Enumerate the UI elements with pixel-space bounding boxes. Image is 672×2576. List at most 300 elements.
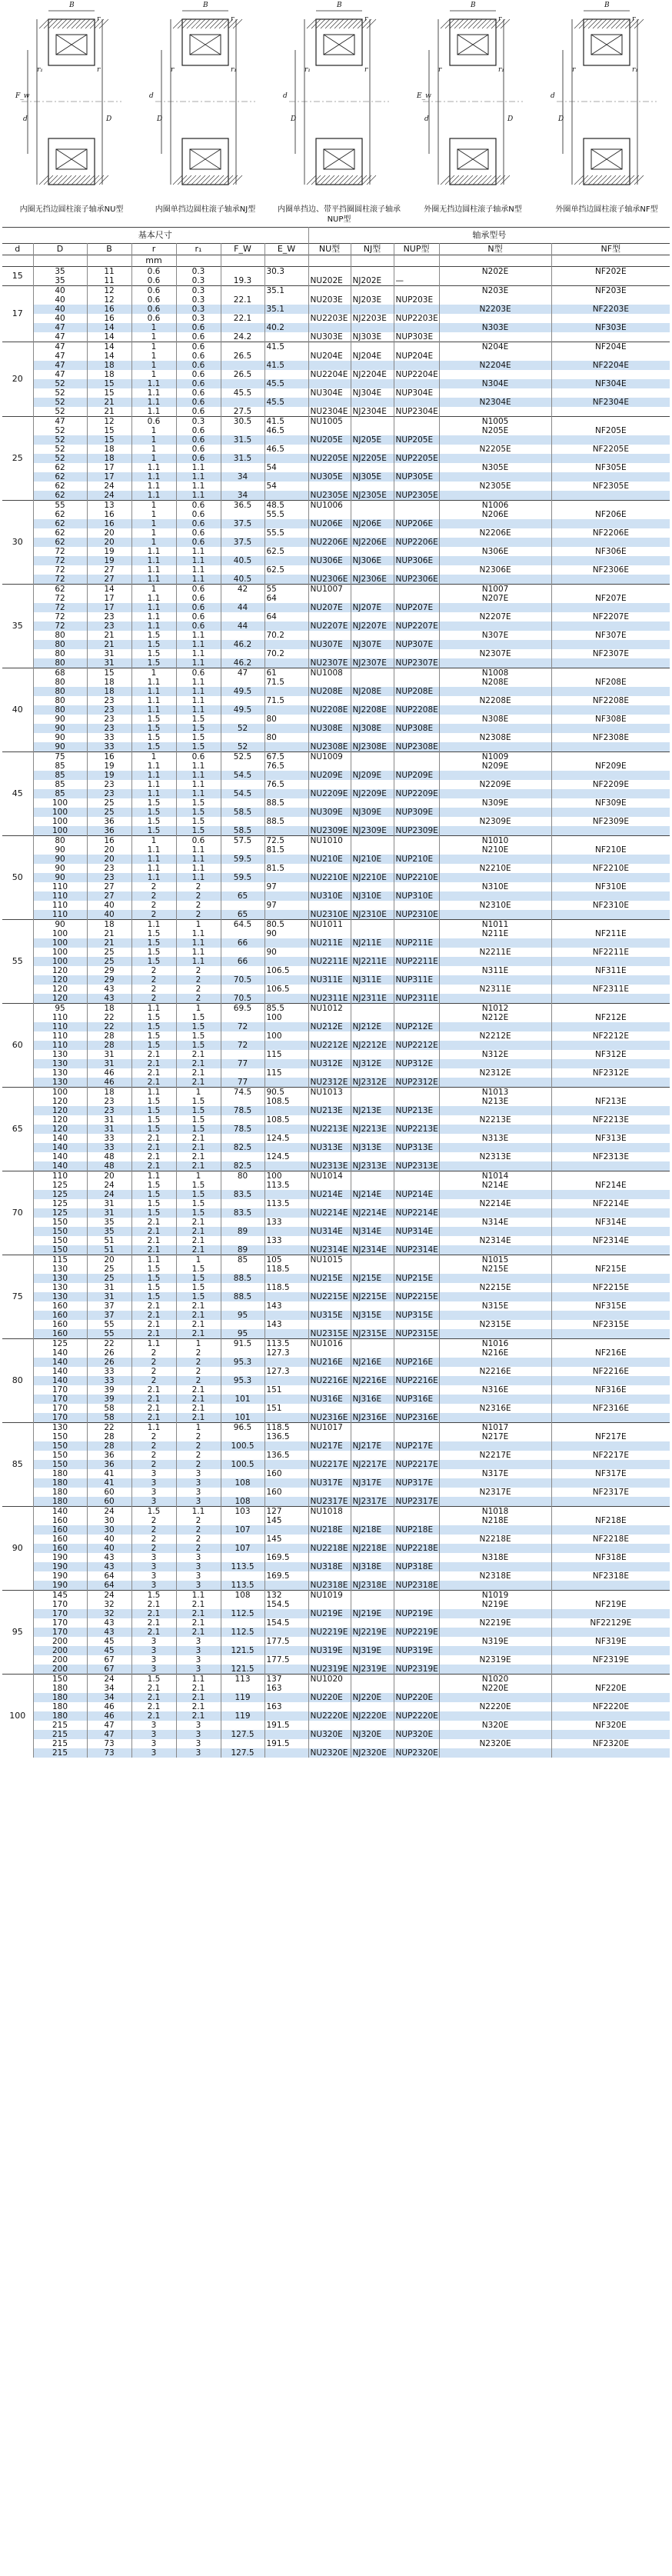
table-row <box>2 1581 670 1591</box>
cell-r: 3 <box>131 1730 176 1739</box>
cell-N <box>439 1059 551 1068</box>
cell-NF <box>551 1544 670 1553</box>
cell-N: N211E <box>439 929 551 938</box>
cell-NU: NU1013 <box>308 1088 351 1098</box>
cell-B: 20 <box>87 845 131 855</box>
cell-N: N202E <box>439 267 551 277</box>
cell-Fw: 77 <box>221 1078 264 1088</box>
cell-Fw: 69.5 <box>221 1004 264 1014</box>
table-row <box>2 482 670 491</box>
table-row <box>2 1236 670 1245</box>
cell-NUP: NUP2313E <box>394 1161 439 1171</box>
cell-Ew: 154.5 <box>264 1600 308 1609</box>
cell-D: 120 <box>33 975 87 985</box>
cell-N: N2319E <box>439 1655 551 1665</box>
table-row <box>2 1525 670 1535</box>
cell-B: 45 <box>87 1637 131 1646</box>
cell-NJ <box>351 417 394 427</box>
cell-r: 0.6 <box>131 286 176 296</box>
col-Fw: F_W <box>221 244 264 255</box>
cell-B: 58 <box>87 1404 131 1413</box>
cell-B: 21 <box>87 398 131 407</box>
cell-NU: NU1007 <box>308 585 351 595</box>
cell-NUP: NUP316E <box>394 1395 439 1404</box>
table-row <box>2 1748 670 1758</box>
cell-NJ <box>351 267 394 277</box>
cell-Ew: 41.5 <box>264 342 308 352</box>
cell-NF: NF2312E <box>592 1068 629 1078</box>
cell-r1: 3 <box>176 1581 221 1591</box>
cell-Ew <box>264 1525 308 1535</box>
cell-r1: 3 <box>176 1562 221 1571</box>
cell-NF: NF2204E <box>551 361 670 370</box>
cell-r: 2 <box>131 1376 176 1385</box>
cell-NUP: NUP312E <box>394 1059 439 1068</box>
cell-r1: 1 <box>176 1423 221 1433</box>
cell-B: 51 <box>87 1236 131 1245</box>
cell-Fw <box>221 864 264 873</box>
cell-NU: NU206E <box>308 519 351 528</box>
cell-r1: 3 <box>176 1646 221 1655</box>
cell-NJ <box>351 864 394 873</box>
cell-NF: NF220E <box>595 1684 627 1693</box>
cell-Ew <box>264 705 308 715</box>
cell-NF: NF217E <box>595 1432 627 1441</box>
cell-NU: NU1006 <box>308 501 351 511</box>
cell-NF <box>551 1190 670 1199</box>
cell-Ew <box>264 388 308 398</box>
cell-NUP <box>394 379 439 388</box>
cell-Fw: 70.5 <box>221 975 264 985</box>
cell-Ew: 70.2 <box>264 631 308 640</box>
cell-r1: 0.6 <box>176 388 221 398</box>
cell-B: 47 <box>87 1730 131 1739</box>
cell-NF <box>551 276 670 286</box>
cell-D: 140 <box>33 1376 87 1385</box>
table-row <box>2 920 670 930</box>
cell-r: 1.1 <box>131 1423 176 1433</box>
cell-Ew: 88.5 <box>264 798 308 808</box>
table-row <box>2 426 670 435</box>
cell-r1: 0.3 <box>176 286 221 296</box>
cell-NUP <box>394 1236 439 1245</box>
cell-r1: 1 <box>176 1088 221 1098</box>
cell-NJ <box>351 361 394 370</box>
cell-Fw <box>221 1152 264 1161</box>
cell-D: 80 <box>33 631 87 640</box>
cell-r: 1.1 <box>131 705 176 715</box>
cell-NUP <box>394 1004 439 1014</box>
cell-NF <box>551 332 670 342</box>
cell-D: 80 <box>33 649 87 658</box>
cell-r1: 1.5 <box>176 715 221 724</box>
diagram-letter: B <box>69 2 75 9</box>
diagram-letter: r₁ <box>37 66 43 74</box>
cell-NF <box>551 938 670 948</box>
cell-NUP <box>394 426 439 435</box>
cell-D: 35 <box>33 267 87 277</box>
cell-NJ: NJ209E <box>351 771 394 780</box>
cell-Fw <box>221 649 264 658</box>
cell-Ew: 118.5 <box>264 1265 308 1274</box>
cell-N <box>439 1161 551 1171</box>
cell-r: 1.5 <box>131 1274 176 1283</box>
cell-r: 0.6 <box>131 305 176 314</box>
cell-N: N2213E <box>439 1115 551 1125</box>
cell-r: 1 <box>131 752 176 762</box>
cell-N <box>439 407 551 417</box>
cell-B: 19 <box>87 771 131 780</box>
cell-B: 28 <box>87 1041 131 1050</box>
cell-Ew <box>264 407 308 417</box>
cell-NJ: NJ2219E <box>351 1628 394 1637</box>
cell-D: 160 <box>33 1311 87 1320</box>
cell-NJ <box>351 1115 394 1125</box>
cell-r1: 2.1 <box>176 1609 221 1618</box>
table-row <box>2 1013 670 1022</box>
cell-NJ: NJ2211E <box>351 957 394 966</box>
cell-NU: NU1018 <box>308 1507 351 1517</box>
cell-NJ: NJ2206E <box>351 538 394 547</box>
cell-N: N317E <box>439 1469 551 1478</box>
cell-B: 36 <box>87 1451 131 1460</box>
cell-N <box>439 575 551 585</box>
table-row <box>2 454 670 463</box>
cell-N <box>439 454 551 463</box>
cell-NF <box>551 585 670 595</box>
cell-Ew: 62.5 <box>264 565 308 575</box>
cell-NF <box>551 891 670 901</box>
cell-r1: 2 <box>176 1544 221 1553</box>
cell-r: 1.5 <box>131 948 176 957</box>
table-row <box>2 1059 670 1068</box>
cell-NJ <box>351 1236 394 1245</box>
cell-B: 36 <box>87 817 131 826</box>
cell-B: 31 <box>87 1059 131 1068</box>
cell-r: 2 <box>131 891 176 901</box>
cell-Ew: 154.5 <box>264 1618 308 1628</box>
cell-NJ <box>351 501 394 511</box>
cell-B: 23 <box>87 696 131 705</box>
cell-Ew <box>264 538 308 547</box>
bearing-diagram-3 <box>274 0 404 227</box>
cell-NJ: NJ2313E <box>351 1161 394 1171</box>
cell-NF <box>551 1227 670 1236</box>
cell-B: 31 <box>87 1050 131 1059</box>
cell-NF: NF2205E <box>592 445 629 454</box>
cell-Fw: 119 <box>221 1693 264 1702</box>
cell-Ew <box>264 1143 308 1152</box>
cell-D: 100 <box>33 957 87 966</box>
cell-D: 110 <box>33 1041 87 1050</box>
cell-B: 36 <box>87 826 131 836</box>
table-row <box>2 398 670 407</box>
cell-NF <box>551 1041 670 1050</box>
cell-B: 31 <box>87 1208 131 1218</box>
cell-N <box>439 352 551 361</box>
cell-NF <box>551 1311 670 1320</box>
cell-Ew <box>264 1311 308 1320</box>
cell-B: 60 <box>87 1497 131 1507</box>
cell-r1: 2.1 <box>176 1218 221 1227</box>
cell-B: 16 <box>87 836 131 846</box>
table-row <box>2 1171 670 1181</box>
cell-NUP <box>394 631 439 640</box>
cell-Fw <box>221 267 264 277</box>
cell-B: 64 <box>87 1571 131 1581</box>
bore-diameter-cell: 85 <box>2 1423 33 1507</box>
table-row <box>2 1544 670 1553</box>
table-row <box>2 1385 670 1395</box>
cell-NU: NU313E <box>308 1143 351 1152</box>
cell-NU <box>308 1739 351 1748</box>
cell-NUP: NUP2210E <box>394 873 439 882</box>
cell-r: 1.1 <box>131 482 176 491</box>
cell-Ew <box>264 1190 308 1199</box>
cell-N <box>439 873 551 882</box>
table-row <box>2 901 670 910</box>
cell-D: 200 <box>33 1646 87 1655</box>
cell-N: N2209E <box>439 780 551 789</box>
cell-D: 200 <box>33 1637 87 1646</box>
cell-NU <box>308 1134 351 1143</box>
cell-NUP <box>394 696 439 705</box>
cell-r1: 2.1 <box>176 1320 221 1329</box>
cell-NUP <box>394 1031 439 1041</box>
diagram-letter: B <box>337 2 342 9</box>
cell-NUP: NUP315E <box>394 1311 439 1320</box>
cell-Ew: 97 <box>264 882 308 891</box>
cell-r1: 0.6 <box>176 622 221 631</box>
cell-N: N2313E <box>439 1152 551 1161</box>
table-row <box>2 715 670 724</box>
cell-NF <box>551 352 670 361</box>
cell-N: N2212E <box>439 1031 551 1041</box>
cell-Fw <box>221 1050 264 1059</box>
cell-NUP <box>394 528 439 538</box>
cell-NJ <box>351 1013 394 1022</box>
cell-NU <box>308 1432 351 1441</box>
cell-Ew: 76.5 <box>264 761 308 771</box>
cell-Ew: 62.5 <box>264 547 308 556</box>
cell-B: 25 <box>87 957 131 966</box>
cell-N <box>439 855 551 864</box>
cell-Fw: 82.5 <box>221 1143 264 1152</box>
cell-D: 85 <box>33 780 87 789</box>
cell-NUP <box>394 1385 439 1395</box>
cell-NU: NU1015 <box>308 1255 351 1265</box>
cell-N <box>439 1544 551 1553</box>
cell-NU <box>308 864 351 873</box>
cell-NUP <box>394 417 439 427</box>
table-row <box>2 1050 670 1059</box>
cell-Ew <box>264 575 308 585</box>
cell-Ew <box>264 910 308 920</box>
cell-N <box>439 1609 551 1618</box>
cell-D: 150 <box>33 1460 87 1469</box>
table-row <box>2 1478 670 1488</box>
cell-NJ <box>351 882 394 891</box>
cell-NU: NU2308E <box>308 742 351 752</box>
cell-B: 28 <box>87 1031 131 1041</box>
cell-NJ: NJ2214E <box>351 1208 394 1218</box>
cell-D: 180 <box>33 1684 87 1693</box>
cell-Ew: 71.5 <box>264 696 308 705</box>
cell-r: 1.5 <box>131 1115 176 1125</box>
cell-NJ <box>351 594 394 603</box>
cell-Fw <box>221 696 264 705</box>
cell-Ew: 163 <box>264 1702 308 1711</box>
cell-NF <box>551 314 670 323</box>
col-NF: NF型 <box>551 244 670 255</box>
cell-NF: NF2203E <box>551 305 670 314</box>
cell-Fw <box>221 1469 264 1478</box>
cell-B: 23 <box>87 612 131 622</box>
cell-B: 31 <box>87 1125 131 1134</box>
cell-r1: 1.5 <box>176 1199 221 1208</box>
cell-NU <box>308 565 351 575</box>
cell-N <box>439 1125 551 1134</box>
cell-r1: 1.1 <box>176 1675 221 1685</box>
cell-Ew: 54 <box>264 463 308 472</box>
cell-N: N210E <box>439 845 551 855</box>
cell-NF: NF219E <box>595 1600 627 1609</box>
cell-NUP <box>394 985 439 994</box>
cell-NU: NU2219E <box>308 1628 351 1637</box>
cell-D: 215 <box>33 1721 87 1730</box>
cell-NF <box>551 1106 670 1115</box>
cell-r1: 0.6 <box>176 370 221 379</box>
cell-r: 2.1 <box>131 1711 176 1721</box>
diagram-letter: D <box>558 115 564 123</box>
cell-r: 1.5 <box>131 808 176 817</box>
cell-NU: NU2204E <box>308 370 351 379</box>
cell-NF: NF208E <box>595 678 627 687</box>
cell-NJ: NJ2316E <box>351 1413 394 1423</box>
cell-N: N207E <box>439 594 551 603</box>
cell-D: 110 <box>33 901 87 910</box>
cell-B: 25 <box>87 1265 131 1274</box>
cell-D: 62 <box>33 510 87 519</box>
cell-N <box>439 472 551 482</box>
cell-Ew <box>264 826 308 836</box>
table-row <box>2 658 670 668</box>
cell-B: 73 <box>87 1748 131 1758</box>
cell-B: 31 <box>87 1115 131 1125</box>
cell-NF: NF2309E <box>592 817 629 826</box>
cell-Fw: 27.5 <box>221 407 264 417</box>
cell-r: 1.5 <box>131 1022 176 1031</box>
cell-N: N1007 <box>439 585 551 595</box>
cell-NU: NU1009 <box>308 752 351 762</box>
cell-D: 110 <box>33 891 87 901</box>
cell-D: 125 <box>33 1181 87 1190</box>
cell-B: 37 <box>87 1301 131 1311</box>
cell-Ew: 55.5 <box>264 510 308 519</box>
cell-NJ <box>351 798 394 808</box>
cell-NF: NF204E <box>551 342 670 352</box>
cell-r1: 2.1 <box>176 1311 221 1320</box>
cell-Fw: 58.5 <box>221 808 264 817</box>
cell-NF <box>551 1208 670 1218</box>
cell-NF: NF2319E <box>592 1655 629 1665</box>
cell-NF <box>551 388 670 398</box>
cell-NU <box>308 1115 351 1125</box>
cell-D: 62 <box>33 538 87 547</box>
cell-NU <box>308 845 351 855</box>
cell-N: N318E <box>439 1553 551 1562</box>
cell-D: 110 <box>33 1022 87 1031</box>
cell-NU <box>308 1637 351 1646</box>
table-row <box>2 435 670 445</box>
cell-r: 0.6 <box>131 276 176 286</box>
cell-r1: 2 <box>176 901 221 910</box>
cell-NUP <box>394 1591 439 1601</box>
cell-NU <box>308 267 351 277</box>
cell-NJ <box>351 323 394 332</box>
cell-r1: 2.1 <box>176 1050 221 1059</box>
cell-r: 1.5 <box>131 929 176 938</box>
cell-NJ <box>351 780 394 789</box>
cell-Fw: 72 <box>221 1022 264 1031</box>
table-row <box>2 276 670 286</box>
table-row <box>2 1675 670 1685</box>
cell-NUP <box>394 1088 439 1098</box>
cell-NF <box>551 855 670 864</box>
cell-r1: 2.1 <box>176 1078 221 1088</box>
cell-NU <box>308 1721 351 1730</box>
cell-Ew: 132 <box>264 1591 308 1601</box>
cell-NJ: NJ2318E <box>351 1581 394 1591</box>
cell-B: 27 <box>87 882 131 891</box>
cell-NUP: NUP2306E <box>394 575 439 585</box>
cell-B: 31 <box>87 649 131 658</box>
cell-NF: NF2212E <box>592 1031 629 1041</box>
cell-Ew: 100 <box>264 1013 308 1022</box>
table-row <box>2 1460 670 1469</box>
cell-NU: NU2310E <box>308 910 351 920</box>
cell-D: 160 <box>33 1516 87 1525</box>
cell-Fw: 121.5 <box>221 1665 264 1675</box>
cell-Ew <box>264 1041 308 1050</box>
cell-r: 1.1 <box>131 565 176 575</box>
cell-B: 21 <box>87 631 131 640</box>
cell-NF: NF203E <box>551 286 670 296</box>
cell-B: 23 <box>87 622 131 631</box>
cell-N: N1014 <box>439 1171 551 1181</box>
cell-r: 2.1 <box>131 1218 176 1227</box>
cell-NJ: NJ2311E <box>351 994 394 1004</box>
cell-NU: NU318E <box>308 1562 351 1571</box>
cell-D: 100 <box>33 1088 87 1098</box>
cell-NJ: NJ318E <box>351 1562 394 1571</box>
cell-B: 33 <box>87 1134 131 1143</box>
cell-Fw <box>221 1702 264 1711</box>
cell-r1: 3 <box>176 1637 221 1646</box>
cell-NU <box>308 985 351 994</box>
cell-NUP: NUP206E <box>394 519 439 528</box>
cell-NJ: NJ2217E <box>351 1460 394 1469</box>
table-row <box>2 724 670 733</box>
bore-diameter-cell: 90 <box>2 1507 33 1591</box>
cell-Fw <box>221 1488 264 1497</box>
cell-r1: 0.6 <box>176 501 221 511</box>
cell-Fw <box>221 1721 264 1730</box>
cell-Fw: 100.5 <box>221 1460 264 1469</box>
cell-Fw <box>221 1031 264 1041</box>
cell-Ew: 70.2 <box>264 649 308 658</box>
cell-Fw: 26.5 <box>221 352 264 361</box>
